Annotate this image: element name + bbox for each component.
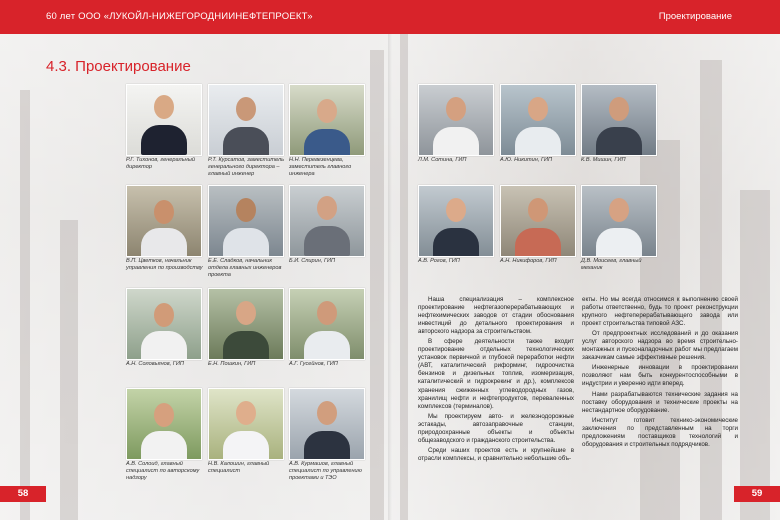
portrait-photo [500, 185, 576, 257]
paragraph: От предпроектных исследований и до оказания услуг авторского надзора во время строительно-монтажных и пусконаладочных работ мы предлагаем заказчикам самые эффективные решения. [582, 330, 738, 362]
portrait-photo [418, 84, 494, 156]
portrait-caption: Н.В. Калошин, главный специалист [208, 461, 270, 474]
portrait-caption: В.П. Цветков, начальник управления по производству [126, 258, 203, 271]
portrait-photo [208, 288, 284, 360]
portrait-caption: Е.Е. Сладков, начальник отдела главных инженеров проекта [208, 258, 282, 278]
portrait-caption: Р.Т. Курсатов, заместитель генерального директора – главный инженер [208, 157, 285, 177]
paragraph: Нами разрабатываются технические задания на поставку оборудования и технические проекты на нестандартное оборудование. [582, 390, 738, 414]
portrait-caption: Е.Н. Пошкин, ГИП [208, 361, 256, 367]
portrait-caption: А.Н. Никифоров, ГИП [500, 258, 557, 264]
background-tower [740, 190, 770, 520]
paragraph: Инженерные инновации в проектировании позволяют нам быть конкурентоспособными в индустрии и уверенно идти вперед. [582, 364, 738, 388]
background-tower [370, 50, 384, 520]
portrait-caption: Р.Г. Тихонов, генеральный директор [126, 157, 195, 170]
portrait-caption: Б.И. Спирин, ГИП [289, 258, 336, 264]
portrait-photo [289, 288, 365, 360]
page-gutter [388, 34, 392, 520]
portrait-photo [289, 185, 365, 257]
page-number-left: 58 [0, 486, 46, 502]
paragraph: екты. Но мы всегда относимся к выполнению своей работы ответственно, будь то проект реконструкции крупного нефтеперерабатывающего завода или проект строительства типовой АЗС. [582, 296, 738, 328]
portrait-caption: А.Н. Соловьянов, ГИП [126, 361, 184, 367]
portrait-photo [126, 288, 202, 360]
portrait-caption: Д.В. Моисеев, главный механик [581, 258, 642, 271]
portrait-photo [208, 185, 284, 257]
portrait-caption: Н.Н. Перевезенцева, заместитель главного инженера [289, 157, 352, 177]
body-text-column-left [418, 296, 574, 465]
portrait-caption: А.Г. Гусейнов, ГИП [289, 361, 338, 367]
header-bar [0, 0, 780, 34]
page-number-right: 59 [734, 486, 780, 502]
portrait-caption: А.В. Рогов, ГИП [418, 258, 460, 264]
background-tower [20, 90, 30, 520]
paragraph: Наша специализация – комплексное проектирование нефтегазоперерабатывающих и нефтехимических заводов от стадии обоснования инвестиций до детального проектирования и авторского надзора за строительством. [418, 296, 574, 336]
background-tower [400, 30, 408, 520]
paragraph: Среди наших проектов есть и крупнейшие в отрасли комплексы, и сравнительно небольшие объ- [418, 446, 574, 462]
portrait-photo [581, 185, 657, 257]
portrait-caption: К.В. Мишин, ГИП [581, 157, 626, 163]
portrait-photo [289, 388, 365, 460]
portrait-photo [289, 84, 365, 156]
header-title: 60 лет ООО «ЛУКОЙЛ-НИЖЕГОРОДНИИНЕФТЕПРОЕКТ» [46, 11, 313, 22]
portrait-photo [126, 388, 202, 460]
portrait-photo [208, 388, 284, 460]
background-tower [60, 220, 78, 520]
background-tower [700, 60, 722, 520]
paragraph: В сфере деятельности также входит проектирование отдельных технологических установок первичной и глубокой переработки нефти (АВТ, каталитический риформинг, гидроочистка бензинов и дизельных топлив, изомеризация, каталитический и гидрокрекинг и др.), комплексов хранения сжиженных углеводородных газов, хранилищ нефти и нефтепродуктов, переваленных комплексов (терминалов). [418, 338, 574, 410]
portrait-caption: Л.М. Сотина, ГИП [418, 157, 467, 163]
portrait-photo [418, 185, 494, 257]
portrait-caption: А.В. Солоид, главный специалист по авторскому надзору [126, 461, 200, 481]
portrait-caption: А.В. Курмашов, главный специалист по управлению проектами и ТЭО [289, 461, 362, 481]
paragraph: Мы проектируем авто- и железнодорожные эстакады, автозаправочные станции, природоохранные объекты и объекты общезаводского и гражданского строительства. [418, 412, 574, 444]
portrait-photo [126, 185, 202, 257]
header-section: Проектирование [658, 11, 732, 22]
portrait-photo [126, 84, 202, 156]
section-title: 4.3. Проектирование [46, 58, 191, 75]
body-text-column-right [582, 296, 738, 451]
portrait-caption: А.Ю. Никитин, ГИП [500, 157, 553, 163]
paragraph: Институт готовит технико-экономические заключения по представленным на торги предложениям поставщиков технологий и оборудования и строительных подрядчиков. [582, 416, 738, 448]
portrait-photo [500, 84, 576, 156]
portrait-photo [581, 84, 657, 156]
portrait-photo [208, 84, 284, 156]
